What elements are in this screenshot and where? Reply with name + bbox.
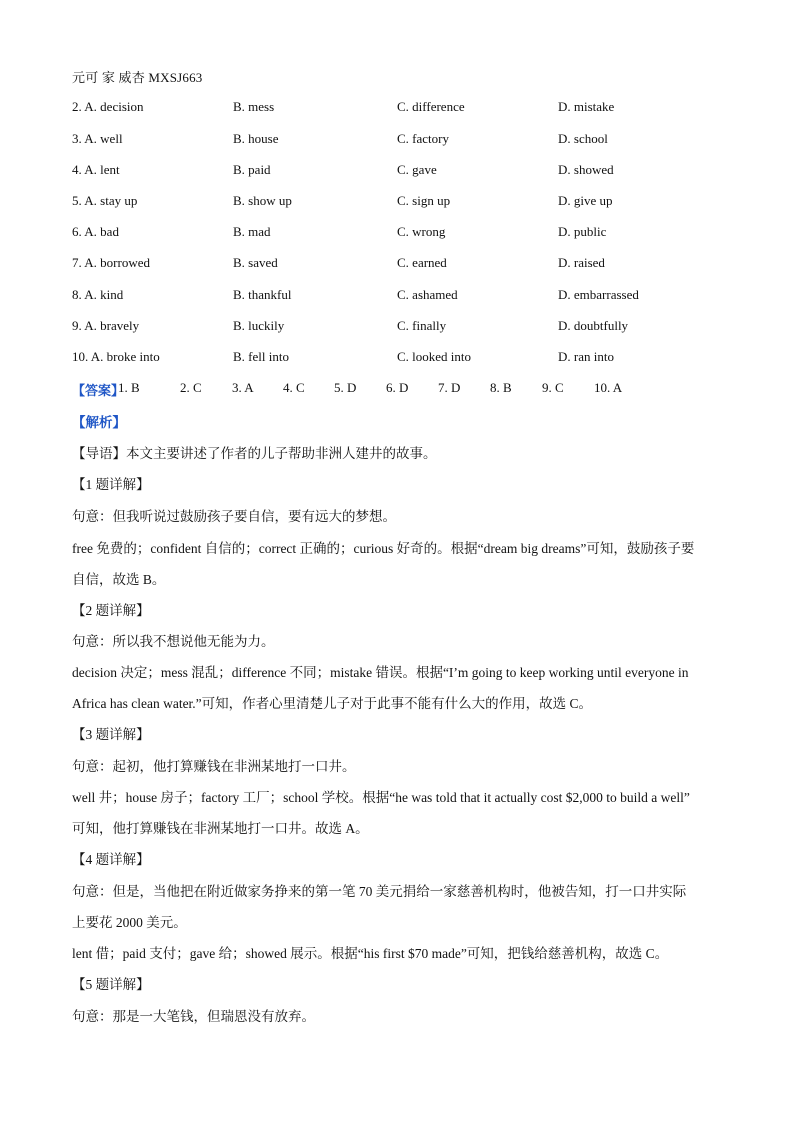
- option-a: 4. A. lent: [72, 162, 120, 177]
- analysis-label: 【解析】: [72, 415, 126, 430]
- answer-item: 7. D: [438, 380, 461, 395]
- option-b: B. paid: [233, 162, 271, 177]
- q2-title: 【2 题详解】: [72, 603, 150, 618]
- option-b: B. saved: [233, 255, 278, 270]
- option-a: 7. A. borrowed: [72, 255, 150, 270]
- option-c: C. gave: [397, 162, 437, 177]
- answer-item: 8. B: [490, 380, 512, 395]
- intro-line: [72, 442, 722, 462]
- option-c: C. sign up: [397, 193, 451, 208]
- option-b: B. fell into: [233, 349, 289, 364]
- intro-label: 【导语】: [72, 446, 126, 461]
- answer-item: 6. D: [386, 380, 409, 395]
- q5-sentence: 句意：那是一大笔钱，但瑞恩没有放弃。: [72, 1009, 315, 1024]
- answer-item: 2. C: [180, 380, 202, 395]
- option-d: D. embarrassed: [558, 287, 639, 302]
- q1-sentence: 句意：但我听说过鼓励孩子要自信，要有远大的梦想。: [72, 509, 396, 524]
- q2-explanation: decision 决定；mess 混乱；difference 不同；mistake 错误。根据“I’m going to keep working until everyone in: [72, 665, 689, 680]
- option-c: C. looked into: [397, 349, 472, 364]
- option-c: C. factory: [397, 131, 449, 146]
- q1-title: 【1 题详解】: [72, 477, 150, 492]
- option-d: D. give up: [558, 193, 613, 208]
- option-row: [0, 224, 794, 244]
- intro-text: 本文主要讲述了作者的儿子帮助非洲人建井的故事。: [126, 446, 437, 461]
- q3-title: 【3 题详解】: [72, 727, 150, 742]
- option-b: B. mad: [233, 224, 271, 239]
- option-b: B. show up: [233, 193, 292, 208]
- option-a: 10. A. broke into: [72, 349, 160, 364]
- q3-explanation: well 井；house 房子；factory 工厂；school 学校。根据“he was told that it actually cost $2,000 to build a well”: [72, 790, 690, 805]
- option-row: [0, 318, 794, 338]
- option-row: [0, 131, 794, 151]
- q4-sentence-cont: 上要花 2000 美元。: [72, 915, 187, 930]
- option-d: D. public: [558, 224, 607, 239]
- q2-conclusion: Africa has clean water.”可知，作者心里清楚儿子对于此事不能有什么大的作用，故选 C。: [72, 696, 593, 711]
- option-a: 3. A. well: [72, 131, 123, 146]
- option-d: D. showed: [558, 162, 614, 177]
- option-a: 5. A. stay up: [72, 193, 138, 208]
- q2-sentence: 句意：所以我不想说他无能为力。: [72, 634, 275, 649]
- option-b: B. mess: [233, 99, 275, 114]
- answer-item: 1. B: [118, 380, 140, 395]
- q1-conclusion: 自信，故选 B。: [72, 572, 166, 587]
- option-row: [0, 193, 794, 213]
- option-b: B. house: [233, 131, 279, 146]
- option-d: D. raised: [558, 255, 605, 270]
- option-c: C. wrong: [397, 224, 446, 239]
- option-row: [0, 255, 794, 275]
- answer-item: 10. A: [594, 380, 623, 395]
- option-d: D. school: [558, 131, 608, 146]
- q3-conclusion: 可知，他打算赚钱在非洲某地打一口井。故选 A。: [72, 821, 369, 836]
- q1-explanation: free 免费的；confident 自信的；correct 正确的；curious 好奇的。根据“dream big dreams”可知，鼓励孩子要: [72, 541, 695, 556]
- option-b: B. luckily: [233, 318, 285, 333]
- option-c: C. earned: [397, 255, 447, 270]
- q4-title: 【4 题详解】: [72, 852, 150, 867]
- option-row: [0, 349, 794, 369]
- q4-sentence: 句意：但是，当他把在附近做家务挣来的第一笔 70 美元捐给一家慈善机构时，他被告知，打一口井实际: [72, 884, 687, 899]
- header-watermark: 元可 家 威杏 MXSJ663: [72, 70, 203, 85]
- option-row: [0, 99, 794, 119]
- option-d: D. doubtfully: [558, 318, 629, 333]
- q5-title: 【5 题详解】: [72, 977, 150, 992]
- option-a: 6. A. bad: [72, 224, 119, 239]
- answer-item: 5. D: [334, 380, 357, 395]
- q4-explanation: lent 借；paid 支付；gave 给；showed 展示。根据“his first $70 made”可知，把钱给慈善机构，故选 C。: [72, 946, 669, 961]
- option-b: B. thankful: [233, 287, 292, 302]
- option-d: D. ran into: [558, 349, 614, 364]
- answer-item: 9. C: [542, 380, 564, 395]
- option-d: D. mistake: [558, 99, 615, 114]
- option-c: C. difference: [397, 99, 465, 114]
- option-a: 9. A. bravely: [72, 318, 140, 333]
- answer-row: [72, 380, 623, 400]
- option-row: [0, 162, 794, 182]
- option-row: [0, 287, 794, 307]
- option-c: C. finally: [397, 318, 447, 333]
- option-c: C. ashamed: [397, 287, 458, 302]
- answer-item: 3. A: [232, 380, 254, 395]
- option-a: 8. A. kind: [72, 287, 124, 302]
- option-a: 2. A. decision: [72, 99, 144, 114]
- answer-item: 4. C: [283, 380, 305, 395]
- q3-sentence: 句意：起初，他打算赚钱在非洲某地打一口井。: [72, 759, 356, 774]
- answer-label: 【答案】: [72, 383, 125, 398]
